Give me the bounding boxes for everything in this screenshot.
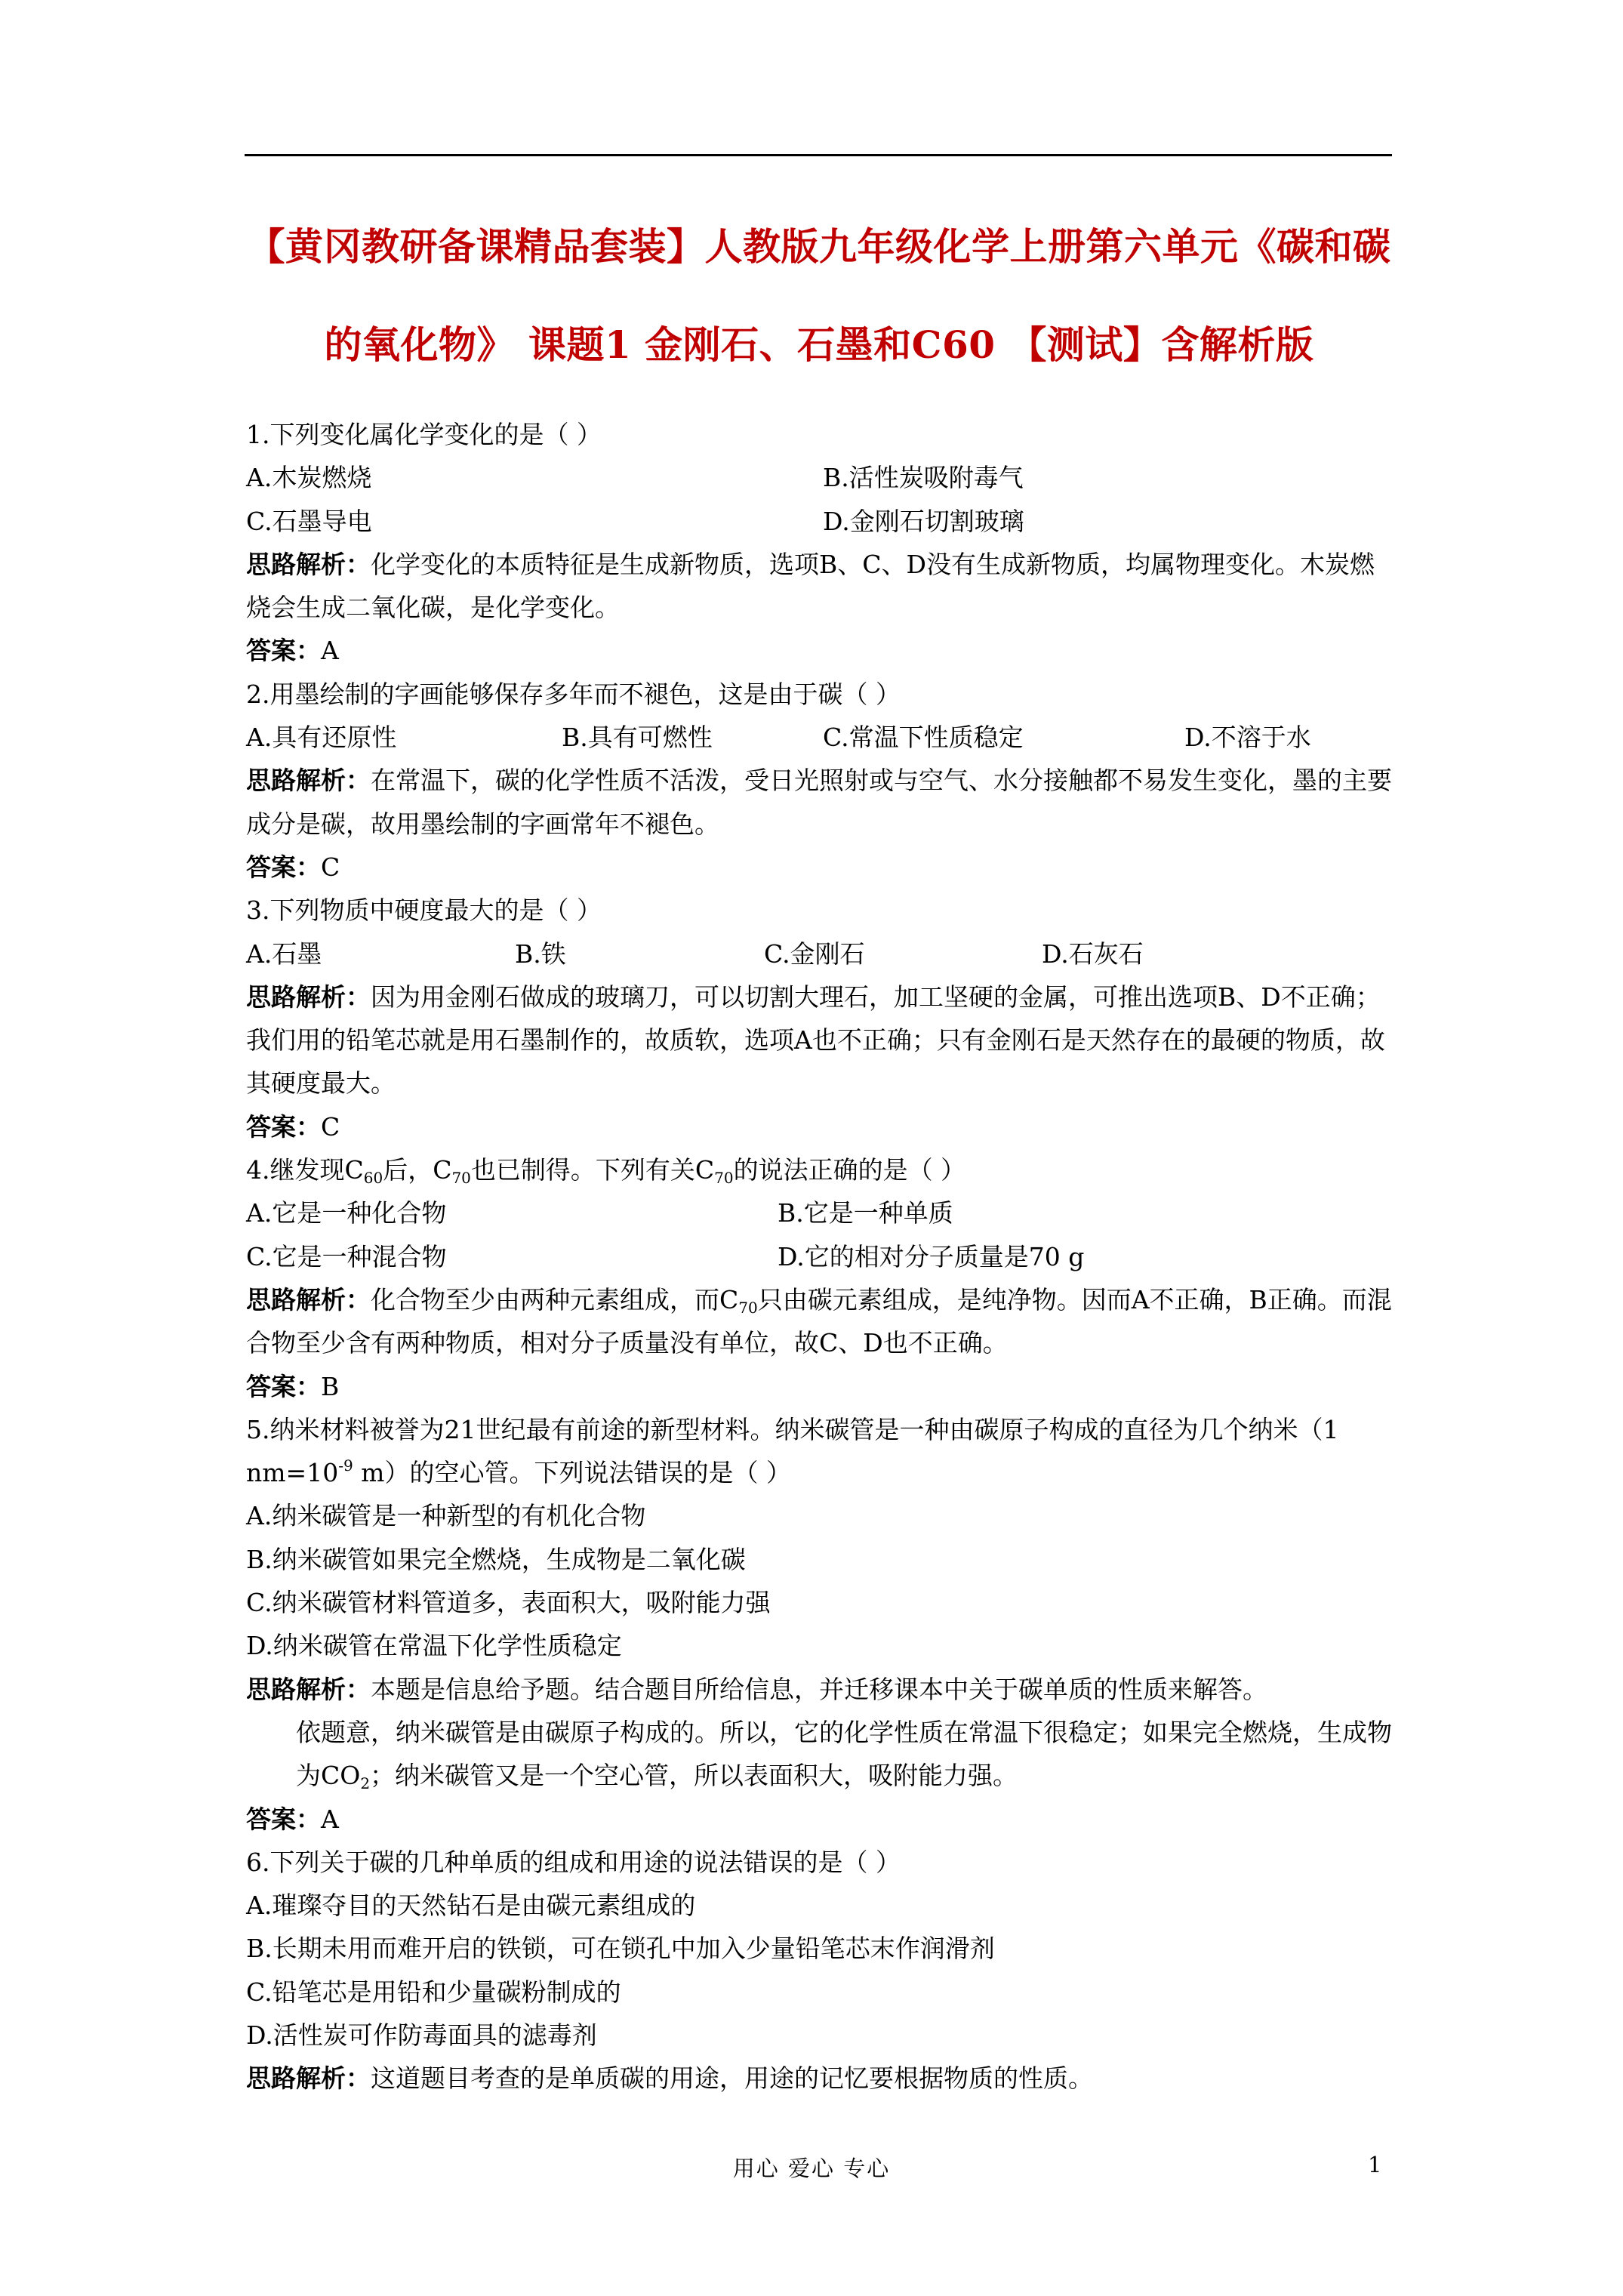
q5-stem: [246, 1408, 1394, 1495]
title-line-2: 的氧化物》 课题1 金刚石、石墨和C60 【测试】含解析版: [324, 322, 1314, 367]
q4-stem: [246, 1148, 1394, 1191]
analysis-label: 思路解析：: [246, 2063, 371, 2094]
answer-label: 答案：: [246, 636, 321, 666]
q5-analysis-subscript: 2: [360, 1774, 371, 1793]
q1-analysis: [246, 543, 1394, 630]
q1-stem: 1.下列变化属化学变化的是（ ）: [246, 420, 602, 449]
q2-option-c: C.常温下性质稳定: [823, 723, 1024, 753]
q5-answer-value: A: [321, 1804, 339, 1834]
answer-label: 答案：: [246, 1111, 321, 1142]
q5-option-c: C.纳米碳管材料管道多，表面积大，吸附能力强: [246, 1588, 771, 1618]
q5-answer: [246, 1798, 1394, 1841]
q4-option-d: D.它的相对分子质量是70 g: [778, 1241, 1085, 1271]
title-line-1: 【黄冈教研备课精品套装】人教版九年级化学上册第六单元《碳和碳: [247, 224, 1391, 269]
q1-option-a: A.木炭燃烧: [246, 463, 372, 493]
q2-analysis: [246, 759, 1394, 846]
q4-options-row-2: [246, 1235, 1394, 1278]
q3-answer-value: C: [321, 1111, 340, 1142]
q3-option-a: A.石墨: [246, 938, 322, 969]
q3-answer: [246, 1105, 1394, 1148]
q1-options-row-2: [246, 500, 1394, 543]
q2-options-row: [246, 716, 1394, 759]
q4-stem-part: 的说法正确的是（ ）: [733, 1155, 966, 1185]
footer-motto: 用心 爱心 专心: [732, 2156, 891, 2181]
q5-option-b: B.纳米碳管如果完全燃烧，生成物是二氧化碳: [246, 1544, 746, 1574]
analysis-label: 思路解析：: [246, 1674, 371, 1704]
analysis-label: 思路解析：: [246, 982, 371, 1012]
q4-stem-part: 4.继发现C: [246, 1155, 364, 1185]
q6-option-c: C.铅笔芯是用铅和少量碳粉制成的: [246, 1977, 621, 2007]
q3-option-c: C.金刚石: [764, 938, 865, 969]
answer-label: 答案：: [246, 852, 321, 882]
q4-stem-subscript: 60: [363, 1169, 383, 1188]
q5-analysis-continued: [246, 1711, 1394, 1798]
analysis-label: 思路解析：: [246, 1284, 371, 1314]
q1-analysis-text: 化学变化的本质特征是生成新物质，选项B、C、D没有生成新物质，均属物理变化。木炭燃烧会生成二氧化碳，是化学变化。: [246, 549, 1375, 623]
q4-analysis-subscript: 70: [738, 1298, 758, 1317]
q5-stem-superscript: -9: [338, 1456, 353, 1475]
q5-stem-part: m）的空心管。下列说法错误的是（ ）: [353, 1458, 791, 1488]
q6-option-a: A.璀璨夺目的天然钻石是由碳元素组成的: [246, 1891, 696, 1921]
q4-option-b: B.它是一种单质: [778, 1198, 953, 1228]
page-number: 1: [1368, 2152, 1382, 2177]
q6-analysis: [246, 2057, 1394, 2100]
q3-stem: 3.下列物质中硬度最大的是（ ）: [246, 895, 602, 926]
q4-stem-part: 后，C: [383, 1155, 452, 1185]
answer-label: 答案：: [246, 1371, 321, 1401]
q5-stem-part: 5.纳米材料被誉为21世纪最有前途的新型材料。纳米碳管是一种由碳原子构成的直径为几个纳米（1 nm=10: [246, 1414, 1339, 1488]
analysis-label: 思路解析：: [246, 766, 371, 796]
q4-option-c: C.它是一种混合物: [246, 1241, 447, 1271]
q4-answer: [246, 1365, 1394, 1408]
q2-option-a: A.具有还原性: [246, 723, 397, 753]
analysis-label: 思路解析：: [246, 549, 371, 579]
q1-option-c: C.石墨导电: [246, 506, 372, 536]
q1-answer-value: A: [321, 636, 339, 666]
q4-analysis-text: 只由碳元素组成，是纯净物。因而A不正确，B正确。而混合物至少含有两种物质，相对分子质量没有单位，故C、D也不正确。: [246, 1284, 1392, 1358]
q3-analysis-text: 因为用金刚石做成的玻璃刀，可以切割大理石，加工坚硬的金属，可推出选项B、D不正确；我们用的铅笔芯就是用石墨制作的，故质软，选项A也不正确；只有金刚石是天然存在的最硬的物质，故其硬度最大。: [246, 982, 1385, 1099]
q6-option-d: D.活性炭可作防毒面具的滤毒剂: [246, 2020, 597, 2050]
q4-analysis-text: 化合物至少由两种元素组成，而C: [371, 1284, 739, 1314]
q6-stem: 6.下列关于碳的几种单质的组成和用途的说法错误的是（ ）: [246, 1847, 901, 1877]
q5-analysis-text: 本题是信息给予题。结合题目所给信息，并迁移课本中关于碳单质的性质来解答。: [371, 1674, 1267, 1704]
q4-stem-part: 也已制得。下列有关C: [470, 1155, 715, 1185]
q2-answer-value: C: [321, 852, 340, 882]
document-body: [246, 413, 1394, 2100]
q4-answer-value: B: [321, 1371, 340, 1401]
q2-option-b: B.具有可燃性: [562, 723, 713, 753]
q5-analysis-text: ；纳米碳管又是一个空心管，所以表面积大，吸附能力强。: [370, 1761, 1018, 1791]
q2-answer: [246, 846, 1394, 889]
q4-option-a: A.它是一种化合物: [246, 1198, 447, 1228]
q5-analysis-text: 依题意，纳米碳管是由碳原子构成的。所以，它的化学性质在常温下很稳定；如果完全燃烧，生成物为CO: [296, 1717, 1392, 1791]
q2-option-d: D.不溶于水: [1184, 723, 1311, 753]
q3-option-b: B.铁: [515, 938, 566, 969]
q1-answer: [246, 629, 1394, 672]
q1-option-d: D.金刚石切割玻璃: [823, 506, 1024, 536]
q3-option-d: D.石灰石: [1042, 938, 1144, 969]
header-rule: [245, 154, 1392, 156]
q2-stem: 2.用墨绘制的字画能够保存多年而不褪色，这是由于碳（ ）: [246, 679, 901, 709]
q2-analysis-text: 在常温下，碳的化学性质不活泼，受日光照射或与空气、水分接触都不易发生变化，墨的主要成分是碳，故用墨绘制的字画常年不褪色。: [246, 766, 1392, 839]
q5-option-a: A.纳米碳管是一种新型的有机化合物: [246, 1501, 646, 1531]
q3-options-row: [246, 932, 1394, 975]
q5-analysis: [246, 1668, 1394, 1711]
q5-option-d: D.纳米碳管在常温下化学性质稳定: [246, 1631, 622, 1661]
q1-option-b: B.活性炭吸附毒气: [823, 463, 1024, 493]
document-title: [226, 198, 1412, 394]
q4-stem-subscript: 70: [714, 1169, 734, 1188]
q4-analysis: [246, 1278, 1394, 1365]
q4-options-row-1: [246, 1191, 1394, 1234]
q6-analysis-text: 这道题目考查的是单质碳的用途，用途的记忆要根据物质的性质。: [371, 2063, 1093, 2094]
q3-analysis: [246, 975, 1394, 1105]
q4-stem-subscript: 70: [451, 1169, 471, 1188]
q1-options-row-1: [246, 456, 1394, 499]
answer-label: 答案：: [246, 1804, 321, 1834]
q6-option-b: B.长期未用而难开启的铁锁，可在锁孔中加入少量铅笔芯末作润滑剂: [246, 1934, 995, 1964]
